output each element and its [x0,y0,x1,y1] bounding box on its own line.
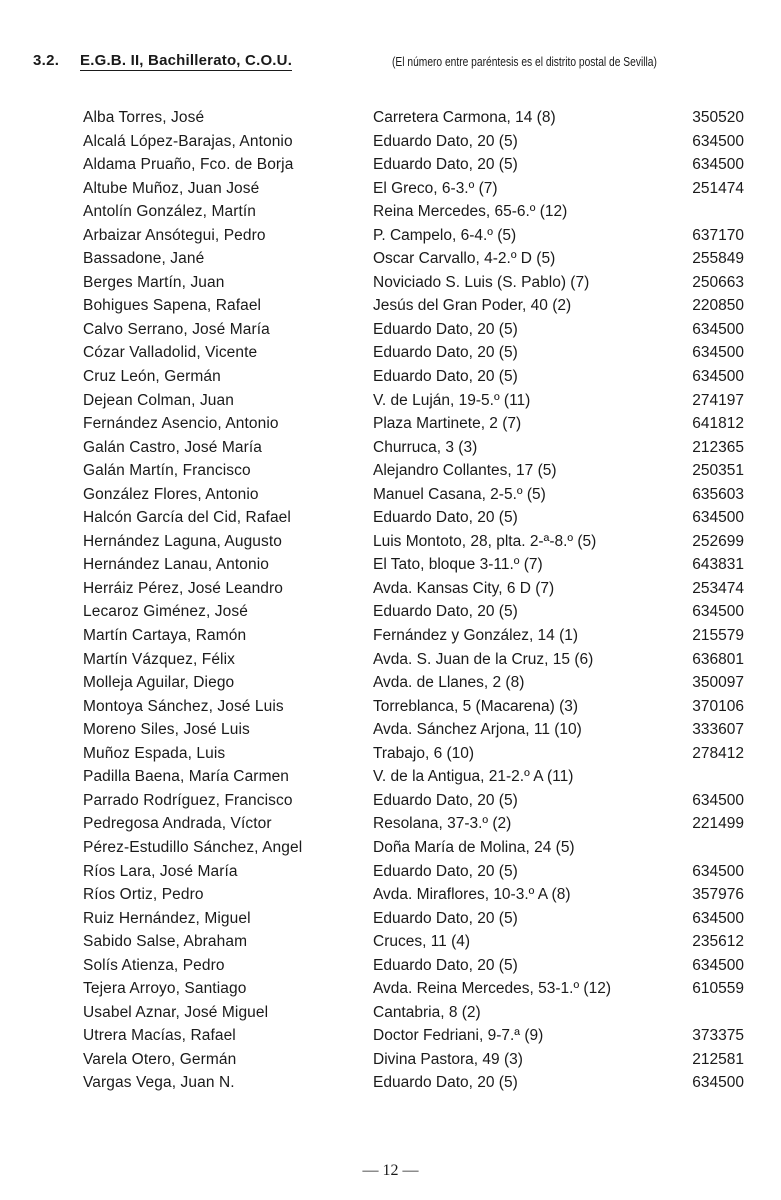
entry-address: Resolana, 37-3.º (2) [373,815,512,833]
entry-phone: 221499 [692,815,744,833]
entry-address: Divina Pastora, 49 (3) [373,1050,523,1068]
list-item [0,600,781,624]
list-item [0,1071,781,1095]
entry-address: Eduardo Dato, 20 (5) [373,791,518,809]
entry-address: Eduardo Dato, 20 (5) [373,132,518,150]
entry-name: Varela Otero, Germán [83,1050,237,1068]
list-item [0,1001,781,1025]
list-item [0,742,781,766]
list-item [0,860,781,884]
entry-name: Halcón García del Cid, Rafael [83,509,291,527]
entry-name: Sabido Salse, Abraham [83,933,248,951]
entry-name: Utrera Macías, Rafael [83,1027,236,1045]
entry-phone: 212365 [692,438,744,456]
entry-name: Antolín González, Martín [83,203,256,221]
entry-phone: 636801 [692,650,744,668]
list-item [0,177,781,201]
list-item [0,271,781,295]
entry-phone: 220850 [692,297,744,315]
entry-phone: 274197 [692,391,744,409]
list-item [0,224,781,248]
entry-address: Eduardo Dato, 20 (5) [373,320,518,338]
entry-name: Ríos Ortiz, Pedro [83,886,204,904]
section-number: 3.2. [33,52,60,69]
entry-phone: 610559 [692,980,744,998]
entry-phone: 253474 [692,579,744,597]
entry-address: Avda. S. Juan de la Cruz, 15 (6) [373,650,594,668]
entry-phone: 333607 [692,721,744,739]
entry-address: Reina Mercedes, 65-6.º (12) [373,203,568,221]
list-item [0,671,781,695]
entry-name: Hernández Lanau, Antonio [83,556,269,574]
entry-name: Galán Martín, Francisco [83,462,251,480]
entry-phone: 215579 [692,627,744,645]
entry-name: Aldama Pruaño, Fco. de Borja [83,156,294,174]
entry-address: V. de la Antigua, 21-2.º A (11) [373,768,574,786]
directory-list [0,106,781,1095]
entry-phone: 251474 [692,179,744,197]
entry-name: Ríos Lara, José María [83,862,238,880]
entry-address: Oscar Carvallo, 4-2.º D (5) [373,250,556,268]
entry-name: Dejean Colman, Juan [83,391,234,409]
list-item [0,624,781,648]
entry-name: Usabel Aznar, José Miguel [83,1003,269,1021]
entry-phone: 278412 [692,744,744,762]
list-item [0,648,781,672]
entry-name: Padilla Baena, María Carmen [83,768,290,786]
entry-address: Churruca, 3 (3) [373,438,478,456]
list-item [0,977,781,1001]
entry-name: Montoya Sánchez, José Luis [83,697,284,715]
entry-address: El Greco, 6-3.º (7) [373,179,498,197]
entry-address: Avda. Sánchez Arjona, 11 (10) [373,721,582,739]
list-item [0,459,781,483]
page-number: — 12 — [362,1162,419,1179]
entry-name: Hernández Laguna, Augusto [83,532,282,550]
list-item [0,812,781,836]
list-item [0,130,781,154]
entry-name: Calvo Serrano, José María [83,320,270,338]
entry-name: Muñoz Espada, Luis [83,744,226,762]
entry-address: Avda. Kansas City, 6 D (7) [373,579,555,597]
entry-address: Avda. Miraflores, 10-3.º A (8) [373,886,571,904]
entry-name: Bohigues Sapena, Rafael [83,297,262,315]
entry-address: Fernández y González, 14 (1) [373,627,579,645]
entry-address: Eduardo Dato, 20 (5) [373,862,518,880]
entry-address: Noviciado S. Luis (S. Pablo) (7) [373,273,590,291]
entry-phone: 255849 [692,250,744,268]
list-item [0,389,781,413]
postal-district-note: (El número entre paréntesis es el distrito postal de Sevilla) [392,55,657,69]
entry-address: Alejandro Collantes, 17 (5) [373,462,557,480]
entry-name: González Flores, Antonio [83,485,259,503]
entry-phone: 634500 [692,344,744,362]
entry-phone: 637170 [692,226,744,244]
entry-phone: 634500 [692,862,744,880]
entry-name: Vargas Vega, Juan N. [83,1074,235,1092]
entry-name: Parrado Rodríguez, Francisco [83,791,293,809]
list-item [0,954,781,978]
entry-phone: 373375 [692,1027,744,1045]
entry-name: Alcalá López-Barajas, Antonio [83,132,293,150]
entry-name: Martín Cartaya, Ramón [83,627,247,645]
entry-name: Solís Atienza, Pedro [83,956,225,974]
list-item [0,506,781,530]
entry-phone: 350097 [692,674,744,692]
entry-name: Arbaizar Ansótegui, Pedro [83,226,266,244]
entry-address: Doña María de Molina, 24 (5) [373,838,575,856]
list-item [0,836,781,860]
entry-name: Tejera Arroyo, Santiago [83,980,247,998]
entry-name: Altube Muñoz, Juan José [83,179,260,197]
entry-name: Pérez-Estudillo Sánchez, Angel [83,838,303,856]
entry-address: Avda. de Llanes, 2 (8) [373,674,525,692]
list-item [0,247,781,271]
entry-phone: 212581 [692,1050,744,1068]
entry-address: Cruces, 11 (4) [373,933,471,951]
entry-phone: 634500 [692,156,744,174]
list-item [0,365,781,389]
list-item [0,153,781,177]
entry-address: El Tato, bloque 3-11.º (7) [373,556,543,574]
list-item [0,789,781,813]
entry-phone: 370106 [692,697,744,715]
entry-phone: 643831 [692,556,744,574]
entry-address: Trabajo, 6 (10) [373,744,475,762]
list-item [0,200,781,224]
entry-name: Martín Vázquez, Félix [83,650,235,668]
entry-name: Cruz León, Germán [83,368,221,386]
entry-address: Carretera Carmona, 14 (8) [373,109,556,126]
entry-phone: 634500 [692,909,744,927]
entry-address: Doctor Fedriani, 9-7.ª (9) [373,1027,544,1045]
list-item [0,695,781,719]
entry-phone: 634500 [692,320,744,338]
list-item [0,553,781,577]
entry-name: Moreno Siles, José Luis [83,721,250,739]
list-item [0,318,781,342]
list-item [0,294,781,318]
list-item [0,483,781,507]
entry-address: Eduardo Dato, 20 (5) [373,956,518,974]
entry-address: Plaza Martinete, 2 (7) [373,415,522,433]
entry-phone: 634500 [692,1074,744,1092]
list-item [0,530,781,554]
entry-address: Jesús del Gran Poder, 40 (2) [373,297,572,315]
list-item [0,436,781,460]
list-item [0,106,781,130]
entry-address: Avda. Reina Mercedes, 53-1.º (12) [373,980,611,998]
entry-address: Eduardo Dato, 20 (5) [373,509,518,527]
list-item [0,341,781,365]
entry-phone: 357976 [692,886,744,904]
entry-address: Eduardo Dato, 20 (5) [373,156,518,174]
entry-address: Eduardo Dato, 20 (5) [373,603,518,621]
entry-name: Berges Martín, Juan [83,273,225,291]
entry-phone: 634500 [692,791,744,809]
entry-address: Eduardo Dato, 20 (5) [373,1074,518,1092]
list-item [0,765,781,789]
entry-address: Eduardo Dato, 20 (5) [373,344,518,362]
entry-phone: 641812 [692,415,744,433]
entry-name: Herráiz Pérez, José Leandro [83,579,283,597]
entry-name: Lecaroz Giménez, José [83,603,248,621]
entry-phone: 250663 [692,273,744,291]
entry-name: Pedregosa Andrada, Víctor [83,815,272,833]
list-item [0,577,781,601]
entry-phone: 634500 [692,956,744,974]
entry-address: Manuel Casana, 2-5.º (5) [373,485,546,503]
entry-address: P. Campelo, 6-4.º (5) [373,226,517,244]
entry-name: Galán Castro, José María [83,438,262,456]
list-item [0,1048,781,1072]
entry-address: Eduardo Dato, 20 (5) [373,909,518,927]
section-header [33,52,773,82]
entry-name: Bassadone, Jané [83,250,205,268]
entry-phone: 634500 [692,603,744,621]
entry-phone: 235612 [692,933,744,951]
entry-name: Ruiz Hernández, Miguel [83,909,251,927]
list-item [0,907,781,931]
entry-phone: 350520 [692,109,744,126]
entry-address: Cantabria, 8 (2) [373,1003,481,1021]
entry-phone: 634500 [692,132,744,150]
entry-address: Torreblanca, 5 (Macarena) (3) [373,697,579,715]
entry-address: Luis Montoto, 28, plta. 2-ª-8.º (5) [373,532,597,550]
section-title: E.G.B. II, Bachillerato, C.O.U. [80,52,293,69]
list-item [0,930,781,954]
entry-phone: 250351 [692,462,744,480]
entry-address: Eduardo Dato, 20 (5) [373,368,518,386]
entry-phone: 252699 [692,532,744,550]
entry-phone: 634500 [692,509,744,527]
list-item [0,412,781,436]
list-item [0,718,781,742]
entry-name: Molleja Aguilar, Diego [83,674,235,692]
entry-phone: 634500 [692,368,744,386]
entry-name: Fernández Asencio, Antonio [83,415,279,433]
list-item [0,1024,781,1048]
entry-name: Cózar Valladolid, Vicente [83,344,258,362]
entry-address: V. de Luján, 19-5.º (11) [373,391,531,409]
entry-phone: 635603 [692,485,744,503]
list-item [0,883,781,907]
entry-name: Alba Torres, José [83,109,205,126]
